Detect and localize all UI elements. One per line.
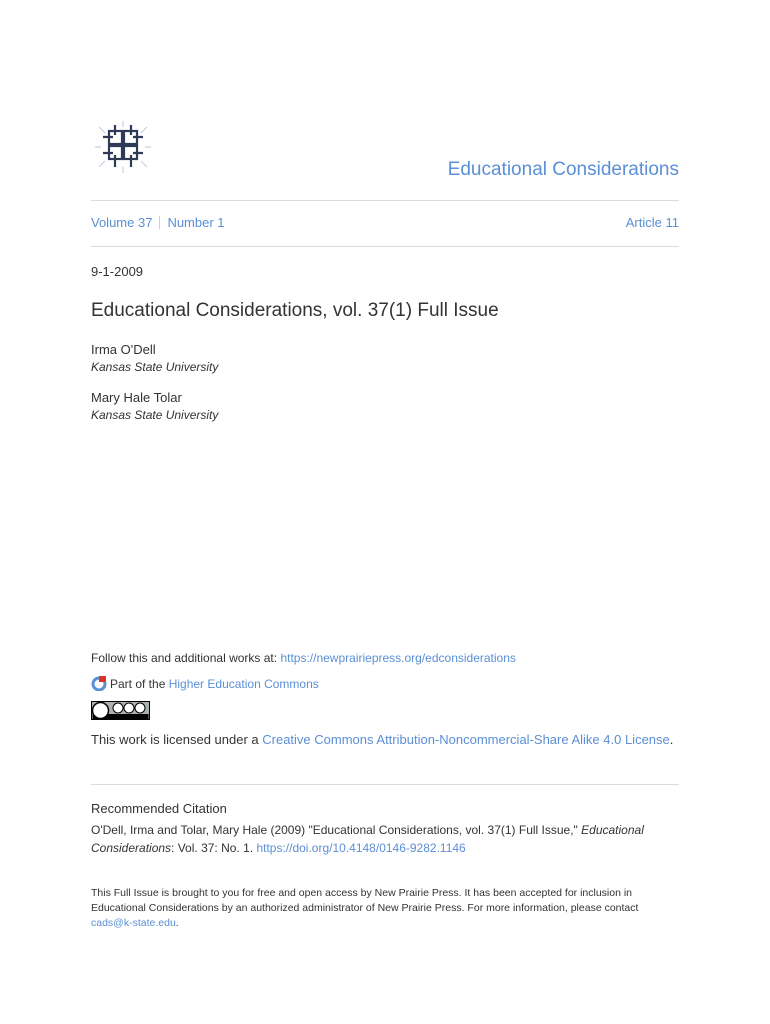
part-of-line [91,675,319,691]
document-title: Educational Considerations, vol. 37(1) Full Issue [91,300,499,321]
publication-date: 9-1-2009 [91,264,144,279]
creative-commons-badge-icon[interactable] [91,701,150,720]
header-divider-top [91,200,679,201]
volume-link[interactable]: Volume 37 [91,215,153,230]
citation-text [91,821,681,857]
citation-journal: Educational Considerations [91,823,644,855]
recommended-citation-heading: Recommended Citation [91,801,227,816]
author-name: Irma O'Dell [91,342,156,357]
citation-volume: : Vol. 37: No. 1. [171,841,257,855]
number-link[interactable]: Number 1 [167,215,225,230]
author-affiliation: Kansas State University [91,360,219,374]
author-affiliation: Kansas State University [91,408,219,422]
header-divider-bottom [91,246,679,247]
doi-link[interactable]: https://doi.org/10.4148/0146-9282.1146 [256,841,466,855]
issue-meta-row [91,215,679,233]
journal-title-link[interactable]: Educational Considerations [447,159,679,180]
collection-url-link[interactable]: https://newprairiepress.org/edconsiderations [280,651,516,665]
digital-commons-icon [91,675,107,691]
license-end: . [669,732,674,747]
access-notice [91,886,671,931]
cc-license-link[interactable]: Creative Commons Attribution-Noncommercial-Share Alike 4.0 License [262,732,670,747]
access-notice-end: . [175,917,179,929]
higher-education-commons-link[interactable]: Higher Education Commons [168,677,319,691]
citation-authors: O'Dell, Irma and Tolar, Mary Hale (2009) "Educational Considerations, vol. 37(1) Full Issue," [91,823,582,837]
follow-label: Follow this and additional works at: [91,651,281,665]
author-name: Mary Hale Tolar [91,390,182,405]
article-link[interactable]: Article 11 [625,215,679,230]
access-notice-text: This Full Issue is brought to you for free and open access by New Prairie Press. It has been accepted for inclusion in Educational Considerations by an authorized administrator of New Prairie Press. For more information, please contact [91,887,639,914]
meta-separator [159,216,160,229]
citation-divider [91,784,679,785]
journal-logo-icon [91,117,155,177]
follow-line [91,651,516,665]
contact-email-link[interactable]: cads@k-state.edu [91,917,176,929]
part-of-label: Part of the [110,677,169,691]
license-statement [91,729,681,750]
license-label: This work is licensed under a [91,732,263,747]
